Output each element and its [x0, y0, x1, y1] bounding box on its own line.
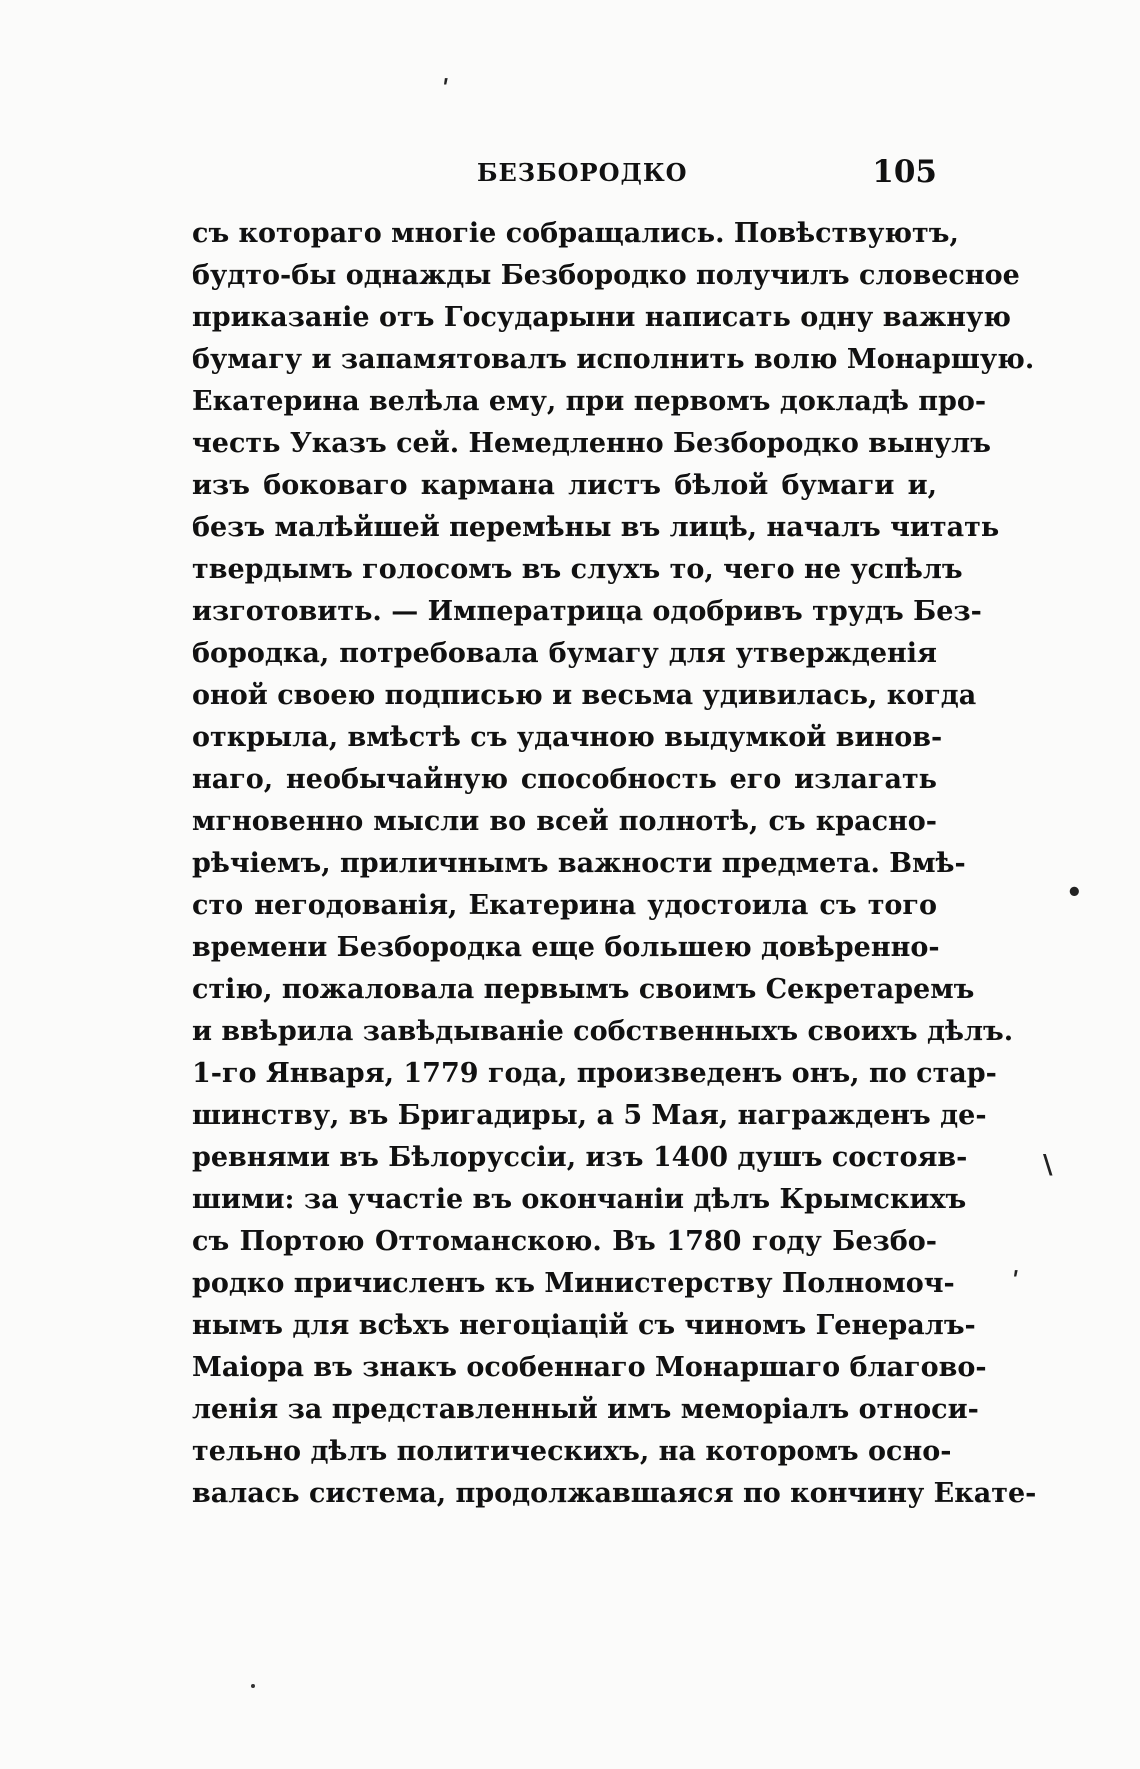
- text-line: рѣчіемъ, приличнымъ важности предмета. Вмѣ-: [192, 848, 966, 879]
- text-line: бородка, потребовала бумагу для утвержденія: [192, 638, 937, 669]
- text-line: шими: за участіе въ окончаніи дѣлъ Крымскихъ: [192, 1184, 967, 1215]
- text-line: тельно дѣлъ политическихъ, на которомъ осно-: [192, 1436, 952, 1467]
- text-line: приказаніе отъ Государыни написать одну важную: [192, 302, 1011, 333]
- text-line: безъ малѣйшей перемѣны въ лицѣ, началъ читать: [192, 512, 1000, 543]
- stray-mark-right-dot: •: [1066, 878, 1083, 908]
- text-line: валась система, продолжавшаяся по кончину Екате-: [192, 1478, 1037, 1509]
- text-line: родко причисленъ къ Министерству Полномоч-: [192, 1268, 955, 1299]
- text-line: сто негодованія, Екатерина удостоила съ того: [192, 890, 937, 921]
- running-head: [192, 154, 937, 194]
- text-line: ревнями въ Бѣлоруссіи, изъ 1400 душъ состояв-: [192, 1142, 968, 1173]
- text-line: изъ боковаго кармана листъ бѣлой бумаги и,: [192, 470, 937, 501]
- body-text: [192, 213, 1037, 1515]
- text-line: Екатерина велѣла ему, при первомъ докладѣ про-: [192, 386, 987, 417]
- text-line: бумагу и запамятовалъ исполнить волю Монаршую.: [192, 344, 1035, 375]
- text-line: стію, пожаловала первымъ своимъ Секретаремъ: [192, 974, 975, 1005]
- text-line: и ввѣрила завѣдываніе собственныхъ своихъ дѣлъ.: [192, 1016, 1014, 1047]
- text-line: времени Безбородка еще большею довѣренно-: [192, 932, 940, 963]
- stray-mark-top: ʹ: [442, 76, 450, 106]
- text-line: нымъ для всѣхъ негоціацій съ чиномъ Генералъ-: [192, 1310, 976, 1341]
- text-line: открыла, вмѣстѣ съ удачною выдумкой винов-: [192, 722, 943, 753]
- text-line: съ котораго многіе собращались. Повѣствуютъ,: [192, 218, 959, 249]
- text-line: изготовить. — Императрица одобривъ трудъ Без-: [192, 596, 982, 627]
- page-number: 105: [872, 154, 937, 190]
- stray-mark-right-slash: \: [1043, 1150, 1053, 1180]
- stray-dot-bottom: [251, 1684, 255, 1688]
- text-line: мгновенно мысли во всей полнотѣ, съ красно-: [192, 806, 937, 837]
- text-line: будто-бы однажды Безбородко получилъ словесное: [192, 260, 1020, 291]
- text-line: ленія за представленный имъ меморіалъ относи-: [192, 1394, 979, 1425]
- text-line: Маіора въ знакъ особеннаго Монаршаго благово-: [192, 1352, 987, 1383]
- text-line: твердымъ голосомъ въ слухъ то, чего не успѣлъ: [192, 554, 963, 585]
- running-head-title: БЕЗБОРОДКО: [477, 158, 688, 187]
- stray-mark-right-tick: ʹ: [1012, 1268, 1020, 1298]
- text-line: оной своею подписью и весьма удивилась, когда: [192, 680, 977, 711]
- text-line: наго, необычайную способность его излагать: [192, 764, 937, 795]
- text-line: шинству, въ Бригадиры, а 5 Мая, награжденъ де-: [192, 1100, 987, 1131]
- text-line: съ Портою Оттоманскою. Въ 1780 году Безбо-: [192, 1226, 937, 1257]
- text-line: честь Указъ сей. Немедленно Безбородко вынулъ: [192, 428, 991, 459]
- text-line: 1-го Января, 1779 года, произведенъ онъ, по стар-: [192, 1058, 997, 1089]
